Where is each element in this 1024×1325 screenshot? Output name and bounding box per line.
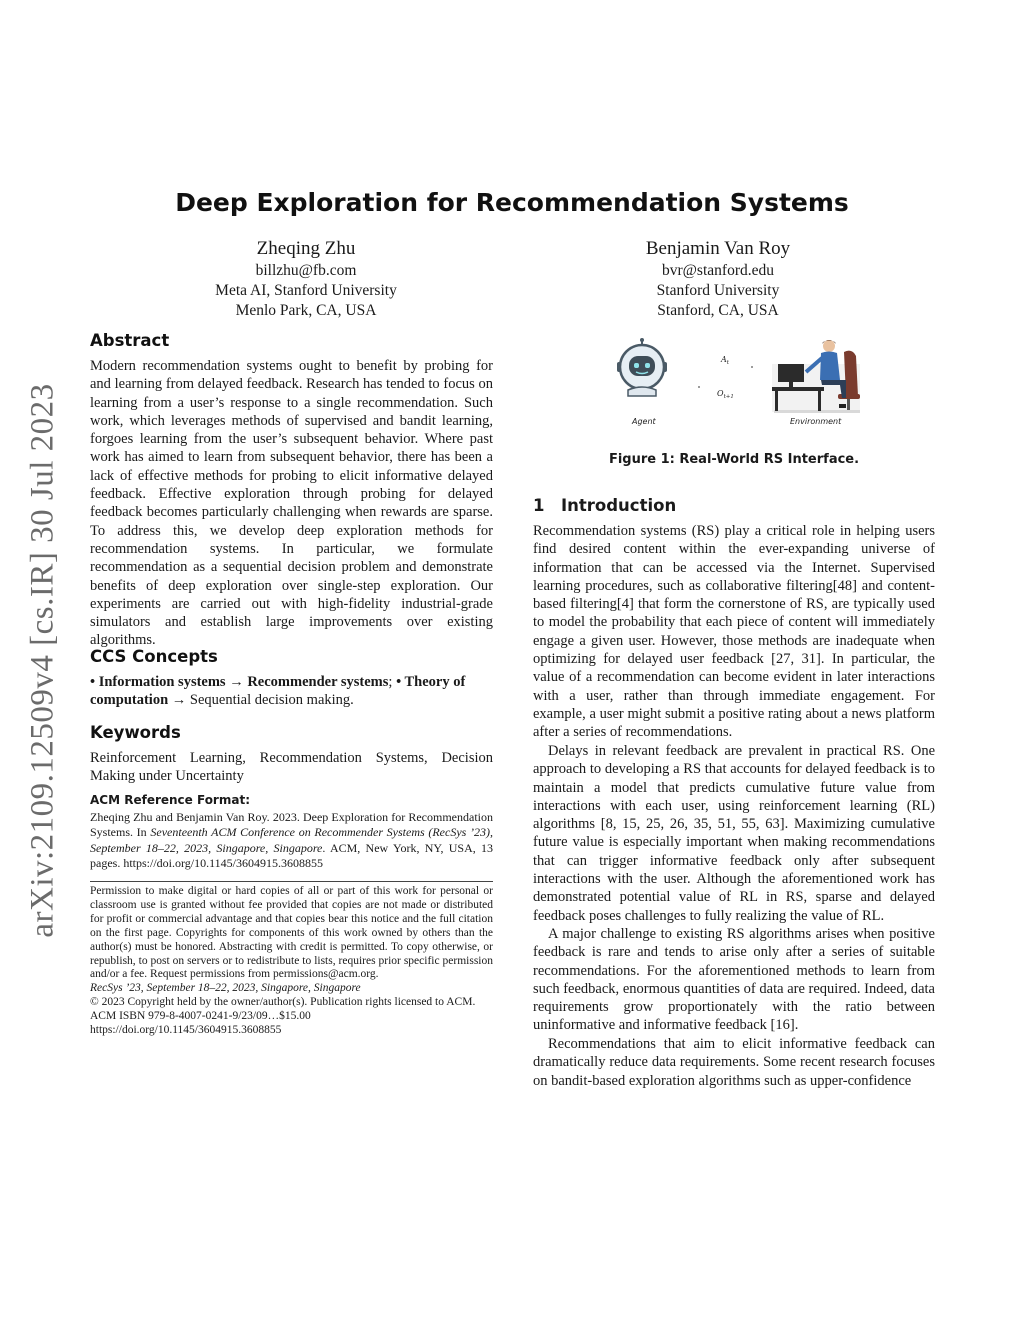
intro-paragraph-1: Recommendation systems (RS) play a critical role in helping users find desired content within the ever-expanding universe of information that can be accessed via the Internet. Supervised learning procedures, such as collaborative filtering[48] and content-based filtering[4] that form the cornerstone of RS, are typically used to model the probability that each piece of content will immediately engage a given user. However, those methods are inadequate when optimizing for delayed user feedback [27, 31]. In particular, the value of a recommendation can become evident in later interactions with a user, rather than through immediate engagement. For example, a user might submit a positive rating about a news platform after a series of recommendations. — [533, 523, 935, 741]
intro-paragraph-4: Recommendations that aim to elicit informative feedback can dramatically reduce data requirements. Some recent research focuses on bandit-based exploration algorithms such as upper-confidence — [533, 1036, 935, 1089]
abstract-heading: Abstract — [90, 331, 170, 350]
section-heading-introduction — [533, 496, 676, 515]
author-block-2 — [558, 237, 878, 321]
isbn-line: ACM ISBN 979-8-4007-0241-9/23/09…$15.00 — [90, 1010, 311, 1022]
ccs-heading: CCS Concepts — [90, 647, 218, 666]
agent-label: Agent — [632, 417, 656, 426]
keywords-heading: Keywords — [90, 723, 181, 742]
acm-ref-text — [90, 810, 493, 871]
intro-paragraph-3: A major challenge to existing RS algorithms arises when positive feedback is rare and tends to arise only after a series of suitable recommendations. For the aforementioned methods to learn from such feedback, enormous quantities of data are required. Indeed, data requirements grow proportionately with the ratio between uninformative and informative feedback [16]. — [533, 926, 935, 1034]
figure-1-caption: Figure 1: Real-World RS Interface. — [608, 452, 860, 467]
doi-line: https://doi.org/10.1145/3604915.3608855 — [90, 1024, 282, 1036]
intro-paragraph-2: Delays in relevant feedback are prevalent in practical RS. One approach to developing a RS that accounts for delayed feedback is to maintain a model that predicts cumulative future value from interactions with each user, using reinforcement learning (RL) algorithms [8, 15, 25, 26, 35, 51, 55, 63]. Maximizing cumulative future value is especially important when making recommendations that can trigger informative feedback only after subsequent interactions with the user. Although the aforementioned work has demonstrated potential value of RL in RS, sparse and delayed feedback poses challenges to fully realizing the value of RL. — [533, 743, 935, 924]
ccs-separator: ; — [388, 674, 397, 690]
acm-ref-text-a: Zheqing Zhu and Benjamin Van Roy. 2023. Deep Exploration for Recommendation Systems. In — [90, 810, 493, 840]
ccs-arrow: → — [168, 692, 190, 709]
acm-ref-heading: ACM Reference Format: — [90, 793, 250, 807]
arxiv-stamp — [2, 380, 84, 940]
arxiv-stamp-text: arXiv:2109.12509v4 [cs.IR] 30 Jul 2023 — [24, 382, 61, 938]
action-symbol: A — [721, 355, 727, 364]
arrow-dot — [751, 366, 753, 368]
abstract-text: Modern recommendation systems ought to benefit by probing for and learning from delayed feedback. Research has tended to focus on learning from a user’s response to a single recommendation. Such work, which leverages methods of supervised and bandit learning, forgoes learning from the user’s subsequent behavior. Where past work has aimed to learn from subsequent behavior, there has been a lack of effective methods for probing to elicit informative delayed feedback. Effective exploration through probing for delayed feedback becomes particularly challenging when rewards are sparse. To address this, we develop deep exploration methods for recommendation systems. In particular, we formulate recommendation as a sequential decision problem and demonstrate benefits of deep exploration over single-step exploration. Our experiments are carried out with high-fidelity industrial-grade simulators and establish large improvements over existing algorithms. — [90, 358, 493, 649]
observation-subscript: t+1 — [723, 394, 734, 400]
author-location: Stanford, CA, USA — [657, 302, 779, 319]
author-email: billzhu@fb.com — [255, 262, 357, 279]
environment-label: Environment — [790, 417, 842, 426]
section-number: 1 — [533, 496, 545, 515]
author-name: Zheqing Zhu — [256, 238, 356, 259]
paper-title: Deep Exploration for Recommendation Systems — [175, 188, 849, 217]
ccs-arrow: → — [225, 674, 248, 690]
author-affiliation: Meta AI, Stanford University — [215, 282, 397, 299]
keywords-text: Reinforcement Learning, Recommendation Systems, Decision Making under Uncertainty — [90, 750, 493, 785]
arrow-dot — [698, 386, 700, 388]
author-name: Benjamin Van Roy — [645, 238, 791, 259]
author-affiliation: Stanford University — [656, 282, 780, 299]
author-block-1 — [146, 237, 466, 321]
observation-symbol: O — [717, 389, 724, 398]
copyright-line: © 2023 Copyright held by the owner/author(s). Publication rights licensed to ACM. — [90, 996, 476, 1008]
acm-ref-text-b: . ACM, New York, NY, USA, 13 pages. https://doi.org/10.1145/3604915.3608855 — [90, 840, 493, 870]
permission-text: Permission to make digital or hard copies of all or part of this work for personal or classroom use is granted without fee provided that copies are not made or distributed for profit or commercial advantage and that copies bear this notice and the full citation on the first page. Copyrights for components of this work owned by others than the author(s) must be honored. Abstracting with credit is permitted. To copy otherwise, or republish, to post on servers or to redistribute to lists, requires prior specific permission and/or a fee. Request permissions from permissions@acm.org. — [90, 885, 493, 981]
figure-1 — [600, 338, 880, 430]
ccs-term: • Information systems — [90, 674, 226, 690]
person-at-computer-icon — [772, 340, 860, 413]
ccs-term: Sequential decision making. — [189, 692, 354, 709]
ccs-term: • Theory of computation — [90, 674, 466, 709]
ccs-term: Recommender systems — [247, 674, 389, 690]
action-subscript: t — [726, 360, 729, 366]
observation-label — [717, 389, 734, 400]
section-title: Introduction — [561, 496, 677, 515]
conference-line: RecSys ’23, September 18–22, 2023, Singapore, Singapore — [90, 982, 361, 994]
author-location: Menlo Park, CA, USA — [235, 302, 377, 319]
acm-ref-venue: Seventeenth ACM Conference on Recommender Systems (RecSys ’23), September 18–22, 2023, Singapore, Singapore — [90, 825, 494, 855]
author-email: bvr@stanford.edu — [662, 262, 774, 279]
footnote-divider — [90, 881, 493, 882]
robot-agent-icon — [617, 338, 667, 396]
ccs-text — [90, 673, 493, 710]
action-label — [720, 355, 730, 366]
figure-1-illustration — [600, 338, 880, 430]
